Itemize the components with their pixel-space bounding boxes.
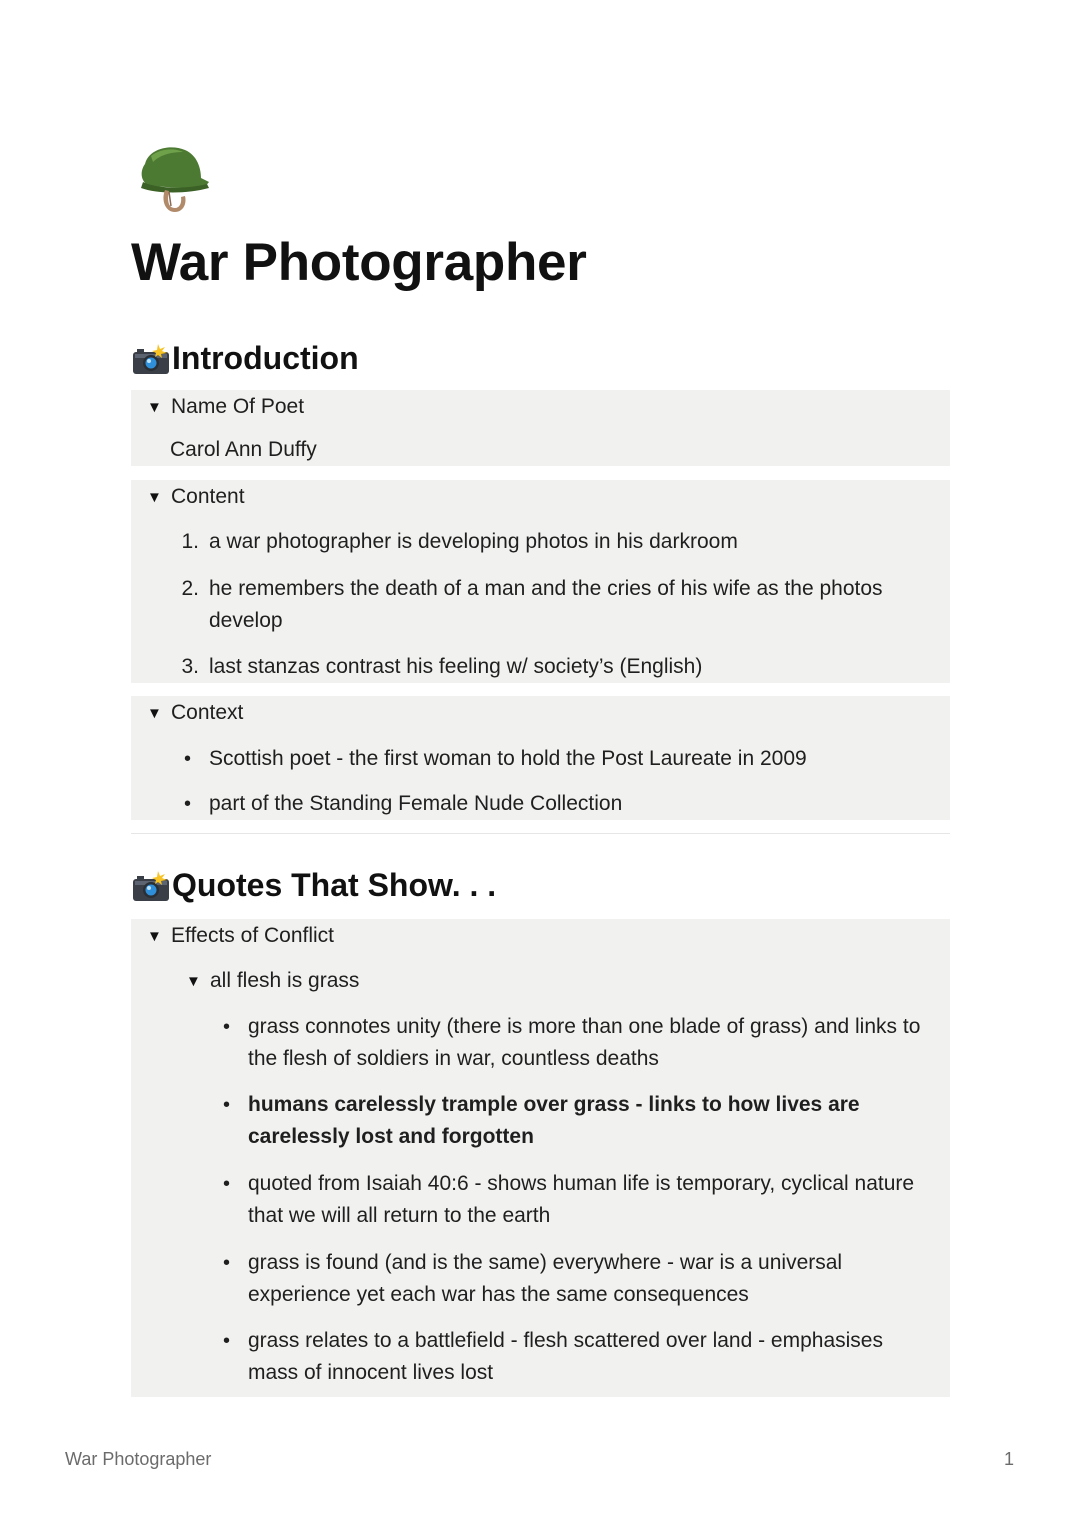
footer-title: War Photographer [65,1449,212,1469]
list-item: he remembers the death of a man and the cries of his wife as the photos [209,577,883,600]
toggle-context [131,696,950,820]
toggle-label: Content [171,485,245,508]
section-heading-label: Quotes That Show. . . [172,867,497,903]
toggle-header-content[interactable] [147,485,245,509]
list-item-continuation: carelessly lost and forgotten [248,1125,534,1148]
section-heading-introduction [131,340,359,377]
camera-flash-icon [131,342,171,376]
toggle-label: Effects of Conflict [171,924,335,947]
section-heading-quotes [131,867,496,904]
bullet-icon: • [223,1094,231,1116]
camera-flash-icon [131,869,171,903]
list-item: quoted from Isaiah 40:6 - shows human life is temporary, cyclical nature [248,1172,915,1195]
list-item: grass relates to a battlefield - flesh scattered over land - emphasises [248,1329,883,1352]
list-item-continuation: develop [209,609,283,632]
list-item-continuation: mass of innocent lives lost [248,1361,494,1384]
triangle-down-icon[interactable]: ▼ [147,488,162,506]
triangle-down-icon[interactable]: ▼ [147,927,162,945]
list-number: 1. [181,530,199,553]
triangle-down-icon[interactable]: ▼ [147,398,162,416]
list-item: grass connotes unity (there is more than one blade of grass) and links to [248,1015,921,1038]
list-item: grass is found (and is the same) everywhere - war is a universal [248,1251,843,1274]
toggle-content [131,480,950,683]
list-item: part of the Standing Female Nude Collection [209,792,623,815]
bullet-icon: • [223,1330,231,1352]
triangle-down-icon[interactable]: ▼ [186,972,201,990]
bullet-icon: • [223,1016,231,1038]
section-heading-label: Introduction [172,340,359,376]
list-item: last stanzas contrast his feeling w/ society’s (English) [209,655,703,678]
bullet-icon: • [223,1252,231,1274]
bullet-icon: • [223,1173,231,1195]
toggle-header-name-of-poet[interactable] [147,395,304,419]
footer-page-number: 1 [1004,1449,1015,1469]
toggle-label: Name Of Poet [171,395,305,418]
list-item: Scottish poet - the first woman to hold the Post Laureate in 2009 [209,747,807,770]
list-number: 2. [181,577,199,600]
bullet-icon: • [184,793,192,815]
page-title: War Photographer [131,233,587,292]
list-item: a war photographer is developing photos in his darkroom [209,530,738,553]
bullet-icon: • [184,748,192,770]
quote-label: all flesh is grass [210,969,360,992]
military-helmet-icon [131,142,211,216]
poet-name: Carol Ann Duffy [170,438,317,461]
toggle-name-of-poet [131,390,950,466]
toggle-header-effects-of-conflict[interactable] [147,924,334,948]
list-item: humans carelessly trample over grass - links to how lives are [248,1093,860,1116]
toggle-header-context[interactable] [147,701,243,725]
toggle-header-quote[interactable] [186,969,359,993]
list-item-continuation: the flesh of soldiers in war, countless deaths [248,1047,659,1070]
triangle-down-icon[interactable]: ▼ [147,704,162,722]
list-item-continuation: that we will all return to the earth [248,1204,551,1227]
list-item-continuation: experience yet each war has the same consequences [248,1283,749,1306]
toggle-effects-of-conflict [131,919,950,1397]
list-number: 3. [181,655,199,678]
divider [131,833,950,834]
toggle-label: Context [171,701,244,724]
